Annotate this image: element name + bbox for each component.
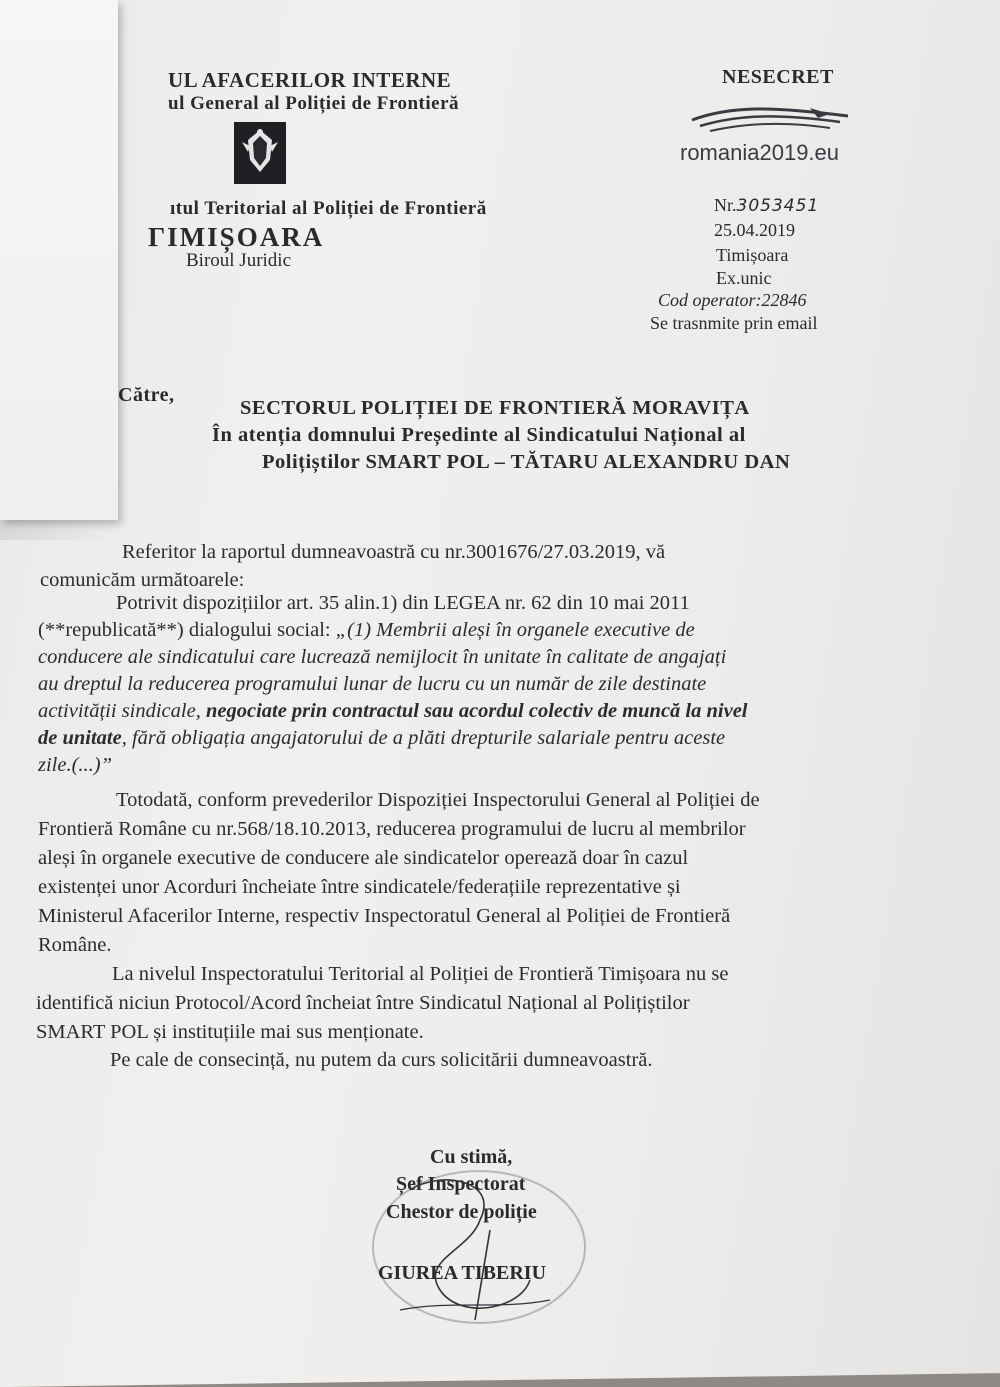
body-p2-line-1: Potrivit dispozițiilor art. 35 alin.1) din LEGEA nr. 62 din 10 mai 2011 [116, 592, 690, 614]
body-p3-line-5: Ministerul Afacerilor Interne, respectiv Inspectoratul General al Poliției de Frontieră [38, 905, 731, 927]
document-place: Timișoara [716, 245, 789, 265]
nr-handwritten: 3053451 [736, 196, 820, 216]
operator-code: Cod operator:22846 [658, 290, 807, 310]
body-p2-line-6 [38, 724, 725, 753]
body-p3-line-1: Totodată, conform prevederilor Dispoziției Inspectorului General al Poliției de [116, 789, 760, 811]
signatory-role-1: Șef Inspectorat [396, 1173, 526, 1195]
transmission-note: Se trasnmite prin email [650, 313, 818, 333]
romania2019-logo-icon [690, 100, 850, 141]
logo-text: romania2019.eu [680, 140, 840, 165]
body-p2-line-7: zile.(...)” [38, 754, 113, 776]
addressee-line-2: În atenția domnului Președinte al Sindicatului Național al [212, 424, 746, 446]
document-date: 25.04.2019 [714, 220, 795, 240]
body-p2-line-6-italic: , fără obligația angajatorului de a plăti drepturile salariale pentru aceste [121, 727, 726, 749]
body-p2-line-2 [38, 616, 695, 645]
body-p4-line-1: La nivelul Inspectoratului Teritorial al Poliției de Frontieră Timișoara nu se [112, 963, 729, 985]
signatory-role-2: Chestor de poliție [386, 1201, 537, 1223]
body-p5: Pe cale de consecință, nu putem da curs solicitării dumneavoastră. [110, 1049, 653, 1071]
nr-label: Nr. [714, 195, 737, 215]
body-p2-line-2-italic: „(1) Membrii aleși în organele executive de [335, 619, 695, 641]
copy-count: Ex.unic [716, 268, 772, 288]
addressee-to: Către, [118, 384, 175, 406]
body-p2-line-5-italic: activității sindicale, [38, 700, 206, 722]
registration-number [714, 195, 819, 216]
signatory-name: GIUREA TIBERIU [378, 1262, 547, 1284]
body-p3-line-2: Frontieră Române cu nr.568/18.10.2013, reducerea programului de lucru al membrilor [38, 818, 746, 840]
signature-scribble-icon [380, 1160, 580, 1335]
body-p2-line-3: conducere ale sindicatului care lucrează nemijlocit în unitate în calitate de angajați [38, 646, 727, 668]
body-p4-line-3: SMART POL și instituțiile mai sus menționate. [36, 1021, 424, 1043]
body-p2-line-5-bold: negociate prin contractul sau acordul colectiv de muncă la nivel [205, 700, 748, 722]
body-p2-line-4: au dreptul la reducerea programului lunar de lucru cu un număr de zile destinate [38, 673, 707, 695]
ministry-title: UL AFACERILOR INTERNE [168, 68, 452, 92]
body-p3-line-3: aleși în organele executive de conducere ale sindicatelor operează doar în cazul [38, 847, 689, 869]
body-p3-line-6: Române. [38, 934, 112, 956]
body-p2-line-6-bold: de unitate [38, 727, 122, 749]
body-p4-line-2: identifică niciun Protocol/Acord încheiat între Sindicatul Național al Polițiștilor [36, 992, 690, 1014]
coat-of-arms-icon [232, 120, 288, 186]
office-name: Biroul Juridic [186, 250, 292, 271]
inspectorate-title: ul General al Poliției de Frontieră [168, 93, 460, 114]
overlapping-sheet [0, 0, 118, 520]
city-name: ΓIMIȘOARA [148, 222, 325, 252]
closing-formula: Cu stimă, [430, 1146, 513, 1168]
territorial-unit: ıtul Teritorial al Poliției de Frontieră [170, 198, 487, 219]
body-p1-line-1: Referitor la raportul dumneavoastră cu nr.3001676/27.03.2019, vă [122, 541, 666, 563]
body-p3-line-4: existenței unor Acorduri încheiate între sindicatele/federațiile reprezentative și [38, 876, 681, 898]
addressee-line-1: SECTORUL POLIȚIEI DE FRONTIERĂ MORAVIȚA [240, 397, 750, 419]
body-p2-line-2-plain: (**republicată**) dialogului social: [38, 619, 336, 641]
addressee-line-3: Polițiștilor SMART POL – TĂTARU ALEXANDRU DAN [262, 451, 791, 473]
body-p2-line-5 [38, 697, 748, 726]
classification-label: NESECRET [722, 66, 834, 88]
body-p1-line-2: comunicăm următoarele: [40, 569, 245, 591]
